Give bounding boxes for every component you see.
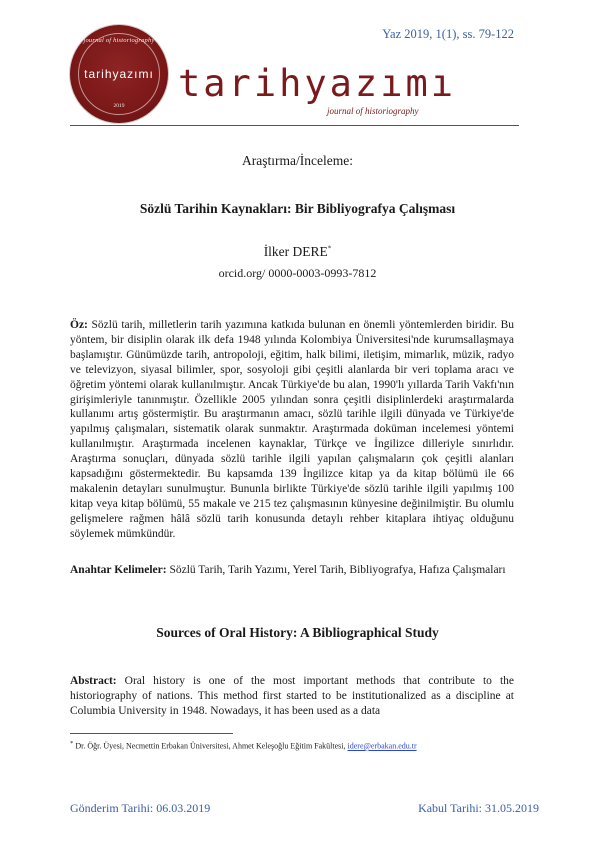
author-email-link[interactable]: idere@erbakan.edu.tr	[347, 741, 417, 751]
seal-name: tarihyazımı	[84, 67, 154, 81]
english-abstract-label: Abstract:	[70, 675, 117, 687]
english-abstract	[70, 674, 514, 720]
author-footnote-marker: *	[327, 244, 332, 253]
footnote-marker: *	[70, 740, 74, 747]
seal-year: 2019	[113, 103, 125, 109]
author-name	[70, 244, 525, 260]
turkish-keywords	[70, 563, 514, 578]
header-divider	[70, 125, 519, 126]
journal-brand-name: tarihyazımı	[178, 62, 457, 105]
journal-seal-logo	[70, 25, 168, 123]
journal-reference: Yaz 2019, 1(1), ss. 79-122	[382, 27, 514, 41]
author-name-text: İlker DERE	[263, 244, 328, 259]
author-footnote	[70, 740, 530, 751]
turkish-abstract	[70, 318, 514, 542]
article-title: Sözlü Tarihin Kaynakları: Bir Bibliyografya Çalışması	[139, 201, 456, 216]
turkish-abstract-label: Öz:	[70, 319, 88, 331]
acceptance-date: Kabul Tarihi: 31.05.2019	[418, 801, 539, 815]
english-title: Sources of Oral History: A Bibliographical Study	[156, 625, 439, 640]
turkish-abstract-text: Sözlü tarih, milletlerin tarih yazımına katkıda bulunan en önemli yöntemlerden biridir. Bu yöntem, bir disiplin olarak ilk defa 1948 yılında Kolombiya Üniversitesi'nde kurumsallaşmaya başlamıştır. Günümüzde tarih, antropoloji, eğitim, halk bilimi, iletişim, mimarlık, müzik, radyo ve televizyon, siyasal bilimler, spor, sosyoloji gibi çeşitli alanlarda bir veri toplama aracı ve öğretim yöntemi olarak kullanılmıştır. Ancak Türkiye'de bu alan, 1990'lı yıllarda Tarih Vakfı'nın girişimleriyle tanınmıştır. Özellikle 2005 yılından sonra çeşitli disiplinlerdeki araştırmalarda kullanımı artış göstermiştir. Bu araştırmanın amacı, sözlü tarihle ilgili dünyada ve Türkiye'de yapılmış çalışmaları, sistematik olarak sunmaktır. Araştırmada doküman incelemesi yöntemi kullanılmıştır. Araştırmada incelenen kaynaklar, Türkçe ve İngilizce dilleriyle sınırlıdır. Araştırma sonuçları, dünyada sözlü tarihle ilgili yapılan çalışmaların çok çeşitli alanları kapsadığını göstermektedir. Bu kapsamda 139 İngilizce kitap ya da kitap bölümü ile 66 makalenin detayları sunulmuştur. Bununla birlikte Türkiye'de sözlü tarihle ilgili yapılmış 100 kitap veya kitap bölümü, 55 makale ve 215 tez çalışmasının künyesine değinilmiştir. Bu olumlu gelişmelere rağmen hâlâ sözlü tarih konusunda detaylı rehber kitaplara ihtiyaç olduğunu söylemek mümkündür.	[70, 319, 514, 540]
turkish-keywords-label: Anahtar Kelimeler:	[70, 564, 167, 576]
author-orcid: orcid.org/ 0000-0003-0993-7812	[218, 266, 377, 280]
submission-date: Gönderim Tarihi: 06.03.2019	[70, 801, 211, 815]
turkish-keywords-text: Sözlü Tarih, Tarih Yazımı, Yerel Tarih, Bibliyografya, Hafıza Çalışmaları	[169, 564, 506, 576]
article-type: Araştırma/İnceleme:	[242, 153, 353, 168]
journal-brand-subtitle: journal of historiography	[327, 106, 419, 116]
english-abstract-text: Oral history is one of the most important methods that contribute to the historiography of nations. This method first started to be institutionalized as a discipline at Columbia University in 1948. Nowadays, it has been used as a data	[70, 675, 514, 718]
footnote-divider	[70, 733, 233, 734]
footnote-text: Dr. Öğr. Üyesi, Necmettin Erbakan Üniversitesi, Ahmet Keleşoğlu Eğitim Fakültesi,	[75, 741, 346, 751]
seal-ring-text: journal of historiography	[83, 37, 155, 44]
